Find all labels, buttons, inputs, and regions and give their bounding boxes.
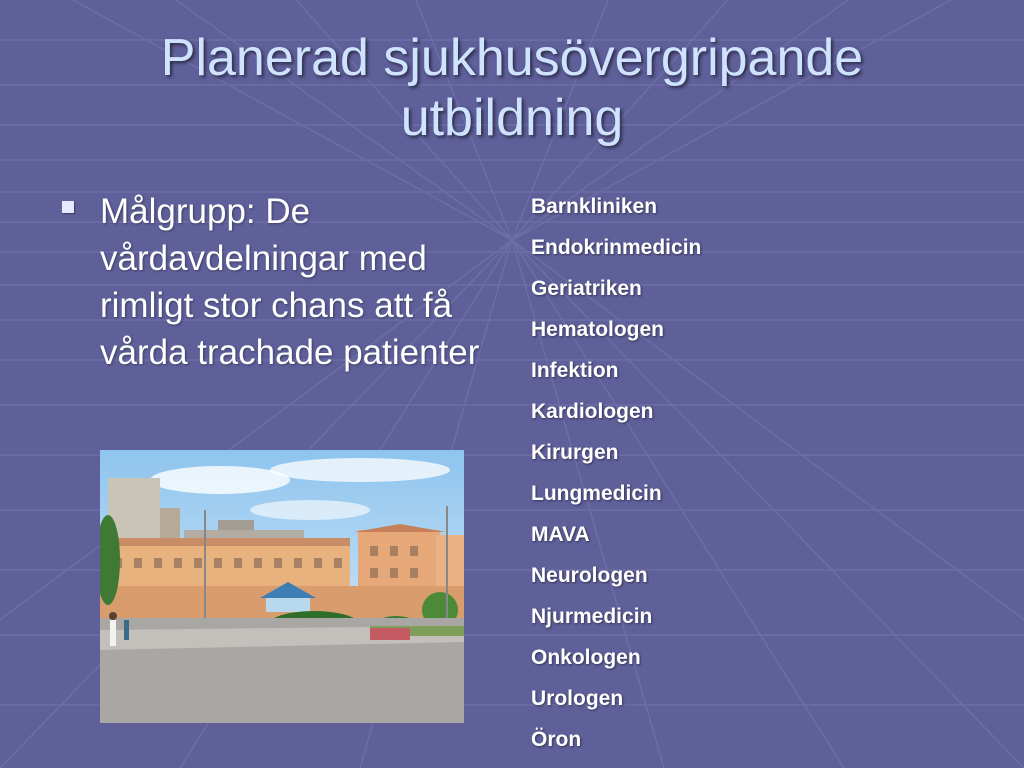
department-item: Kirurgen bbox=[531, 441, 619, 464]
square-bullet-icon bbox=[62, 201, 74, 213]
department-item: MAVA bbox=[531, 523, 590, 546]
department-item: Hematologen bbox=[531, 318, 665, 341]
slide-title-line-2: utbildning bbox=[400, 89, 624, 147]
department-item: Njurmedicin bbox=[531, 605, 653, 628]
department-item: Lungmedicin bbox=[531, 482, 662, 505]
department-item: Onkologen bbox=[531, 646, 641, 669]
target-group-bullet bbox=[62, 188, 482, 376]
department-list bbox=[531, 186, 701, 760]
department-item: Öron bbox=[531, 728, 582, 751]
hospital-photo bbox=[100, 450, 464, 723]
department-item: Barnkliniken bbox=[531, 195, 658, 218]
department-item: Neurologen bbox=[531, 564, 648, 587]
slide-title-line-1: Planerad sjukhusövergripande bbox=[160, 29, 864, 87]
slide-title bbox=[40, 28, 984, 148]
department-item: Geriatriken bbox=[531, 277, 642, 300]
department-item: Kardiologen bbox=[531, 400, 654, 423]
department-item: Urologen bbox=[531, 687, 624, 710]
department-item: Infektion bbox=[531, 359, 619, 382]
bullet-text: Målgrupp: De vårdavdelningar med rimligt stor chans att få vårda trachade patienter bbox=[100, 192, 480, 372]
department-item: Endokrinmedicin bbox=[531, 236, 702, 259]
